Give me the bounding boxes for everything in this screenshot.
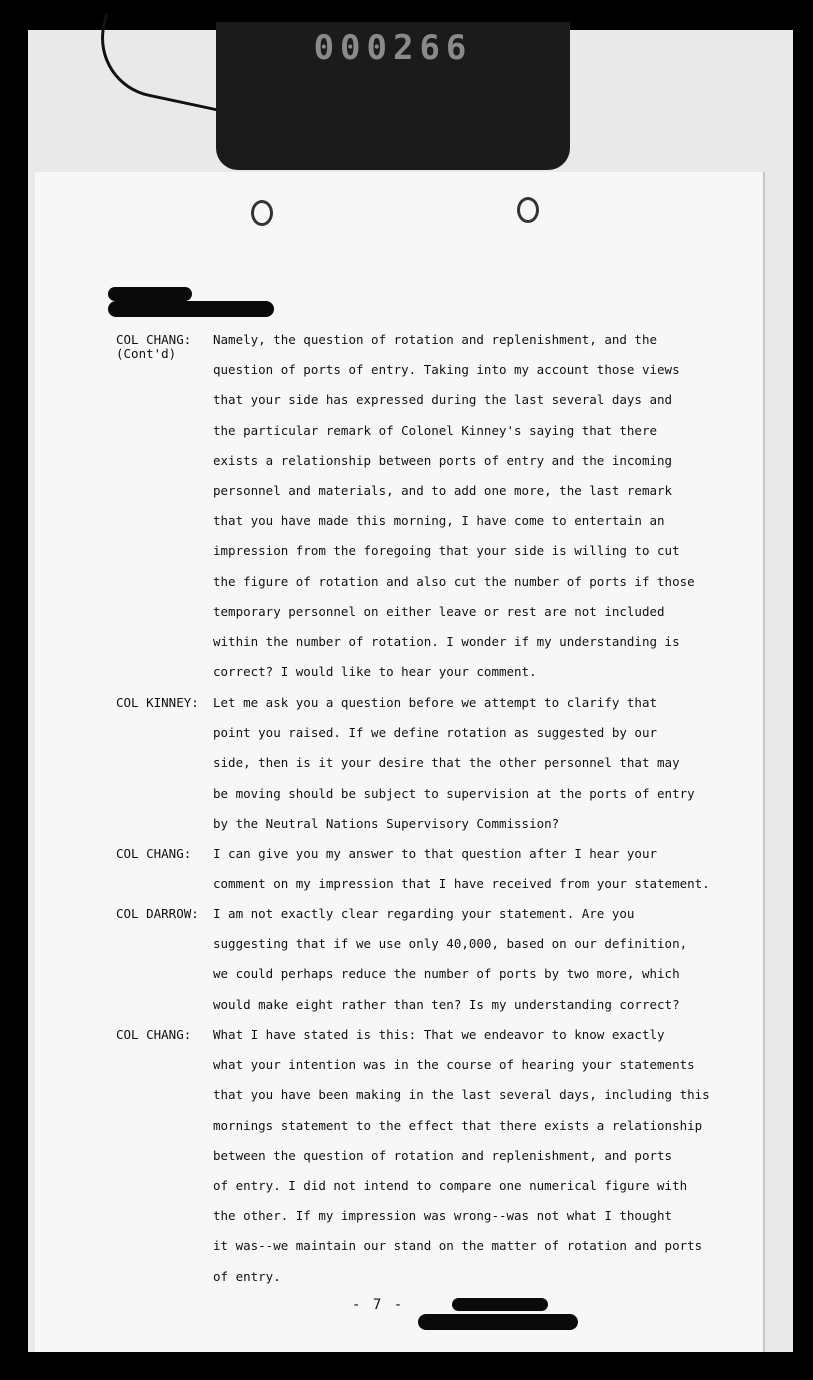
speech-line: exists a relationship between ports of entry and the incoming xyxy=(213,452,673,468)
speaker-label: COL CHANG: xyxy=(116,1027,192,1042)
speech-line: of entry. xyxy=(213,1268,281,1284)
speech-line: point you raised. If we define rotation as suggested by our xyxy=(213,725,658,741)
speech-line: within the number of rotation. I wonder if my understanding is xyxy=(213,633,680,649)
speaker-label: COL DARROW: xyxy=(116,906,199,921)
speech-line: impression from the foregoing that your side is willing to cut xyxy=(213,543,680,559)
speech-block xyxy=(213,904,713,1025)
speech-line: would make eight rather than ten? Is my understanding correct? xyxy=(213,996,680,1012)
speech-block xyxy=(213,1025,713,1297)
speech-line: by the Neutral Nations Supervisory Commission? xyxy=(213,815,560,831)
speech-line: we could perhaps reduce the number of ports by two more, which xyxy=(213,966,680,982)
redaction-mark-top-1 xyxy=(108,287,192,301)
speech-line: the other. If my impression was wrong--was not what I thought xyxy=(213,1208,673,1224)
speech-line: side, then is it your desire that the other personnel that may xyxy=(213,755,680,771)
speech-line: I can give you my answer to that question after I hear your xyxy=(213,846,658,861)
speech-line: what your intention was in the course of hearing your statements xyxy=(213,1057,695,1073)
speech-line: the figure of rotation and also cut the number of ports if those xyxy=(213,573,695,589)
speech-block xyxy=(213,844,713,904)
binder-clip xyxy=(216,22,570,170)
speech-line: comment on my impression that I have received from your statement. xyxy=(213,876,710,892)
speech-line: of entry. I did not intend to compare one numerical figure with xyxy=(213,1177,688,1193)
speech-line: the particular remark of Colonel Kinney's saying that there xyxy=(213,422,658,438)
speech-line: Namely, the question of rotation and replenishment, and the xyxy=(213,332,658,347)
speech-line: be moving should be subject to supervision at the ports of entry xyxy=(213,785,695,801)
speech-line: Let me ask you a question before we attempt to clarify that xyxy=(213,695,658,710)
redaction-mark-bottom-2 xyxy=(418,1314,578,1330)
speech-line: I am not exactly clear regarding your statement. Are you xyxy=(213,906,635,921)
redaction-mark-bottom-1 xyxy=(452,1298,548,1311)
speech-line: correct? I would like to hear your comment. xyxy=(213,664,537,680)
speech-line: temporary personnel on either leave or rest are not included xyxy=(213,603,665,619)
speaker-label: COL KINNEY: xyxy=(116,695,199,710)
punch-hole-left xyxy=(251,200,273,226)
speech-line: that you have made this morning, I have come to entertain an xyxy=(213,513,665,529)
page-number: - 7 - xyxy=(352,1297,405,1313)
speech-block xyxy=(213,693,713,844)
speech-line: suggesting that if we use only 40,000, based on our definition, xyxy=(213,936,688,952)
punch-hole-right xyxy=(517,197,539,223)
document-stamp-number: 000266 xyxy=(313,28,473,68)
speaker-label: COL CHANG: xyxy=(116,846,192,861)
speech-line: question of ports of entry. Taking into my account those views xyxy=(213,362,680,378)
speech-line: it was--we maintain our stand on the matter of rotation and ports xyxy=(213,1238,703,1254)
speech-line: mornings statement to the effect that there exists a relationship xyxy=(213,1117,703,1133)
speech-line: that your side has expressed during the last several days and xyxy=(213,392,673,408)
redaction-mark-top-2 xyxy=(108,301,274,317)
speaker-label: COL CHANG: (Cont'd) xyxy=(116,332,192,361)
speech-line: between the question of rotation and replenishment, and ports xyxy=(213,1147,673,1163)
speech-line: personnel and materials, and to add one more, the last remark xyxy=(213,482,673,498)
speech-line: What I have stated is this: That we endeavor to know exactly xyxy=(213,1027,665,1042)
speech-block xyxy=(213,330,713,692)
speech-line: that you have been making in the last several days, including this xyxy=(213,1087,710,1103)
